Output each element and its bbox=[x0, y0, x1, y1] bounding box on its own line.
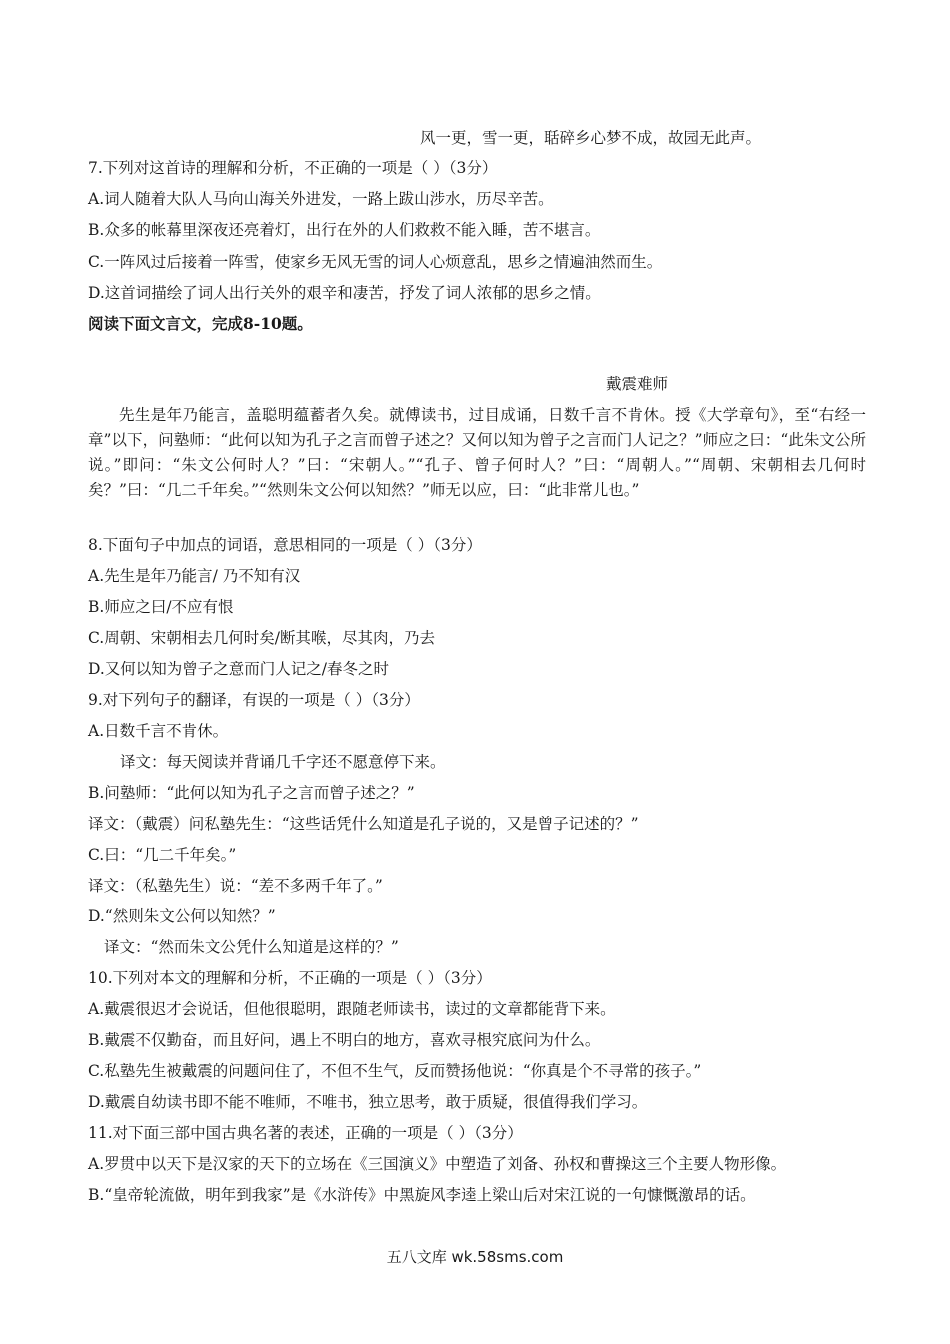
q7-option-a: A.词人随着大队人马向山海关外进发，一路上跋山涉水，历尽辛苦。 bbox=[88, 190, 554, 208]
footer-watermark: 五八文库 wk.58sms.com bbox=[386, 1248, 564, 1266]
q9-option-b-translation: 译文：（戴震）问私塾先生：“这些话凭什么知道是孔子说的，又是曾子记述的？” bbox=[88, 815, 639, 833]
q11-stem: 11.对下面三部中国古典名著的表述，正确的一项是（ ）（3分） bbox=[88, 1124, 523, 1142]
q7-option-b: B.众多的帐幕里深夜还亮着灯，出行在外的人们救救不能入睡，苦不堪言。 bbox=[88, 221, 601, 239]
q7-option-c: C.一阵风过后接着一阵雪，使家乡无风无雪的词人心烦意乱，思乡之情遍油然而生。 bbox=[88, 253, 663, 271]
q9-option-d: D.“然则朱文公何以知然？” bbox=[88, 907, 276, 925]
q9-option-b: B.问塾师：“此何以知为孔子之言而曾子述之？” bbox=[88, 784, 415, 802]
q10-option-a: A.戴震很迟才会说话，但他很聪明，跟随老师读书，读过的文章都能背下来。 bbox=[88, 1000, 616, 1018]
q7-option-d: D.这首词描绘了词人出行关外的艰辛和凄苦，抒发了词人浓郁的思乡之情。 bbox=[88, 284, 601, 302]
reading-instruction: 阅读下面文言文，完成8-10题。 bbox=[88, 314, 313, 333]
q10-stem: 10.下列对本文的理解和分析，不正确的一项是（ ）（3分） bbox=[88, 969, 492, 987]
q9-option-c: C.曰：“几二千年矣。” bbox=[88, 846, 237, 864]
q8-option-d: D.又何以知为曾子之意而门人记之/春冬之时 bbox=[88, 660, 390, 678]
q8-option-b: B.师应之曰/不应有恨 bbox=[88, 598, 234, 616]
q9-option-a: A.日数千言不肯休。 bbox=[88, 722, 229, 740]
q11-option-b: B.“皇帝轮流做，明年到我家”是《水浒传》中黑旋风李逵上梁山后对宋江说的一句慷慨激昂的话。 bbox=[88, 1186, 756, 1204]
q8-stem: 8.下面句子中加点的词语，意思相同的一项是（ ）（3分） bbox=[88, 536, 482, 554]
poem-last-line: 风一更，雪一更，聒碎乡心梦不成，故园无此声。 bbox=[420, 129, 762, 147]
passage-text: 先生是年乃能言，盖聪明蕴蓄者久矣。就傅读书，过目成诵，日数千言不肯休。授《大学章句》，至“右经一章”以下，问塾师：“此何以知为孔子之言而曾子述之？又何以知为曾子之言而门人记之？”师应之曰：“此朱文公所说。”即问：“朱文公何时人？”曰：“宋朝人。”“孔子、曾子何时人？”曰：“周朝人。”“周朝、宋朝相去几何时矣？”曰：“几二千年矣。”“然则朱文公何以知然？”师无以应，曰：“此非常儿也。” bbox=[88, 406, 866, 499]
q9-option-d-translation: 译文：“然而朱文公凭什么知道是这样的？” bbox=[104, 938, 399, 956]
q8-option-a: A.先生是年乃能言/ 乃不知有汉 bbox=[88, 567, 301, 585]
q10-option-c: C.私塾先生被戴震的问题问住了，不但不生气，反而赞扬他说：“你真是个不寻常的孩子。” bbox=[88, 1062, 702, 1080]
q10-option-d: D.戴震自幼读书即不能不唯师，不唯书，独立思考，敢于质疑，很值得我们学习。 bbox=[88, 1093, 648, 1111]
q9-stem: 9.对下列句子的翻译，有误的一项是（ ）（3分） bbox=[88, 691, 420, 709]
passage-title: 戴震难师 bbox=[606, 375, 669, 393]
q11-option-a: A.罗贯中以天下是汉家的天下的立场在《三国演义》中塑造了刘备、孙权和曹操这三个主要人物形像。 bbox=[88, 1155, 787, 1173]
q7-stem: 7.下列对这首诗的理解和分析，不正确的一项是（ ）（3分） bbox=[88, 159, 498, 177]
q9-option-c-translation: 译文：（私塾先生）说：“差不多两千年了。” bbox=[88, 877, 383, 895]
q10-option-b: B.戴震不仅勤奋，而且好问，遇上不明白的地方，喜欢寻根究底问为什么。 bbox=[88, 1031, 601, 1049]
q8-option-c: C.周朝、宋朝相去几何时矣/断其喉，尽其肉，乃去 bbox=[88, 629, 435, 647]
q9-option-a-translation: 译文：每天阅读并背诵几千字还不愿意停下来。 bbox=[120, 753, 446, 771]
